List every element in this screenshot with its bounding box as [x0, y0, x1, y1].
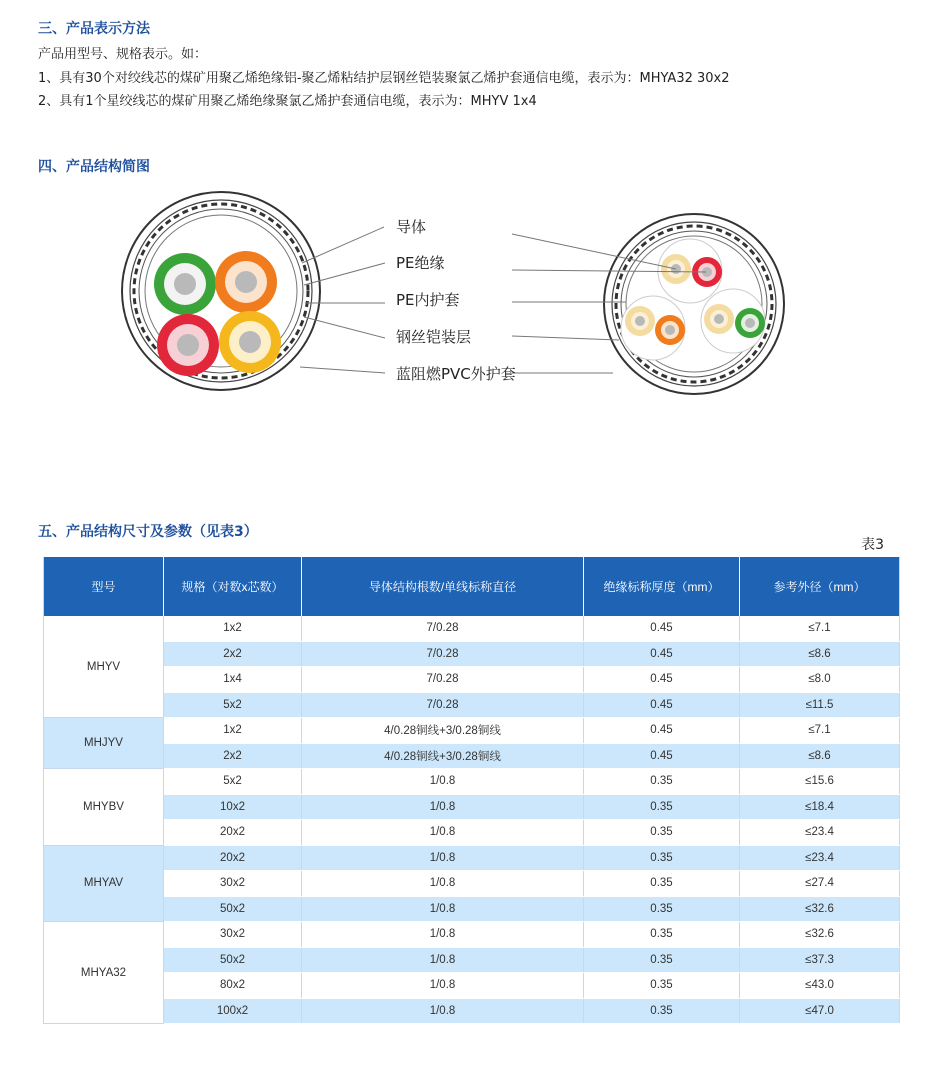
spec-cell: 50x2 — [164, 896, 302, 922]
core-orange — [215, 251, 277, 313]
spec-cell: 5x2 — [164, 769, 302, 795]
spec-cell: 30x2 — [164, 871, 302, 897]
spec-cell: 5x2 — [164, 692, 302, 718]
spec-cell: 1x4 — [164, 667, 302, 693]
conductor-cell: 4/0.28铜线+3/0.28铜线 — [302, 718, 584, 744]
conductor-cell: 1/0.8 — [302, 871, 584, 897]
diameter-cell: ≤7.1 — [740, 718, 900, 744]
diameter-cell: ≤7.1 — [740, 616, 900, 641]
pair-core-green — [735, 308, 765, 338]
table-row — [44, 998, 900, 1024]
insulation-cell: 0.35 — [584, 794, 740, 820]
table-row — [44, 616, 900, 641]
core-red — [157, 314, 219, 376]
header-model: 型号 — [44, 557, 164, 616]
diameter-cell: ≤43.0 — [740, 973, 900, 999]
diameter-cell: ≤8.6 — [740, 641, 900, 667]
cable-structure-diagram — [0, 190, 940, 430]
spec-cell: 1x2 — [164, 616, 302, 641]
section3-example-1: 1、具有30个对绞线芯的煤矿用聚乙烯绝缘铝-聚乙烯粘结护层钢丝铠装聚氯乙烯护套通信电缆，表示为：MHYA32 30x2 — [38, 71, 730, 86]
diameter-cell: ≤18.4 — [740, 794, 900, 820]
table-row — [44, 718, 900, 744]
table-row — [44, 769, 900, 795]
section3-title: 三、产品表示方法 — [38, 21, 150, 37]
table-row — [44, 973, 900, 999]
section5-title: 五、产品结构尺寸及参数（见表3） — [38, 524, 258, 540]
table-row — [44, 667, 900, 693]
diameter-cell: ≤11.5 — [740, 692, 900, 718]
table-row — [44, 845, 900, 871]
pair-core-cream-2 — [625, 306, 655, 336]
table-row — [44, 743, 900, 769]
spec-cell: 50x2 — [164, 947, 302, 973]
diameter-cell: ≤15.6 — [740, 769, 900, 795]
header-spec: 规格（对数x芯数） — [164, 557, 302, 616]
label-pvc-outer-sheath: 蓝阻燃PVC外护套 — [396, 365, 516, 383]
conductor-cell: 1/0.8 — [302, 947, 584, 973]
table-row — [44, 896, 900, 922]
core-yellow — [219, 311, 281, 373]
diameter-cell: ≤27.4 — [740, 871, 900, 897]
table-row — [44, 641, 900, 667]
insulation-cell: 0.45 — [584, 616, 740, 641]
conductor-cell: 1/0.8 — [302, 973, 584, 999]
table-caption: 表3 — [861, 537, 884, 553]
table-body — [44, 616, 900, 1024]
spec-cell: 2x2 — [164, 641, 302, 667]
model-cell: MHYA32 — [44, 922, 164, 1024]
insulation-cell: 0.45 — [584, 667, 740, 693]
label-conductor: 导体 — [396, 218, 427, 236]
diameter-cell: ≤8.6 — [740, 743, 900, 769]
spec-cell: 80x2 — [164, 973, 302, 999]
right-cable-cross-section — [604, 214, 784, 394]
pair-core-orange — [655, 315, 685, 345]
spec-cell: 2x2 — [164, 743, 302, 769]
conductor-cell: 1/0.8 — [302, 794, 584, 820]
insulation-cell: 0.35 — [584, 998, 740, 1024]
diameter-cell: ≤37.3 — [740, 947, 900, 973]
spec-cell: 30x2 — [164, 922, 302, 948]
header-conductor: 导体结构根数/单线标称直径 — [302, 557, 584, 616]
diameter-cell: ≤8.0 — [740, 667, 900, 693]
conductor-cell: 1/0.8 — [302, 769, 584, 795]
insulation-cell: 0.35 — [584, 922, 740, 948]
diameter-cell: ≤47.0 — [740, 998, 900, 1024]
conductor-cell: 7/0.28 — [302, 692, 584, 718]
insulation-cell: 0.35 — [584, 896, 740, 922]
diameter-cell: ≤32.6 — [740, 896, 900, 922]
diameter-cell: ≤23.4 — [740, 820, 900, 846]
table-row — [44, 871, 900, 897]
conductor-cell: 7/0.28 — [302, 641, 584, 667]
label-pe-inner-sheath: PE内护套 — [396, 291, 460, 309]
insulation-cell: 0.45 — [584, 641, 740, 667]
model-cell: MHYBV — [44, 769, 164, 846]
insulation-cell: 0.35 — [584, 871, 740, 897]
table-row — [44, 947, 900, 973]
insulation-cell: 0.45 — [584, 692, 740, 718]
label-pe-insulation: PE绝缘 — [396, 254, 445, 272]
spec-cell: 20x2 — [164, 845, 302, 871]
label-steel-wire-armour: 钢丝铠装层 — [396, 328, 472, 346]
table-header-row — [44, 557, 900, 616]
section3-intro: 产品用型号、规格表示。如： — [38, 47, 208, 62]
conductor-cell: 7/0.28 — [302, 667, 584, 693]
conductor-cell: 1/0.8 — [302, 896, 584, 922]
spec-cell: 1x2 — [164, 718, 302, 744]
insulation-cell: 0.45 — [584, 743, 740, 769]
conductor-cell: 1/0.8 — [302, 922, 584, 948]
conductor-cell: 1/0.8 — [302, 845, 584, 871]
insulation-cell: 0.35 — [584, 947, 740, 973]
table-row — [44, 922, 900, 948]
diameter-cell: ≤23.4 — [740, 845, 900, 871]
table-row — [44, 692, 900, 718]
insulation-cell: 0.35 — [584, 845, 740, 871]
conductor-cell: 1/0.8 — [302, 998, 584, 1024]
section3-example-2: 2、具有1个星绞线芯的煤矿用聚乙烯绝缘聚氯乙烯护套通信电缆，表示为：MHYV 1x4 — [38, 94, 537, 109]
insulation-cell: 0.35 — [584, 820, 740, 846]
model-cell: MHJYV — [44, 718, 164, 769]
core-green — [154, 253, 216, 315]
insulation-cell: 0.45 — [584, 718, 740, 744]
conductor-cell: 4/0.28铜线+3/0.28铜线 — [302, 743, 584, 769]
conductor-cell: 7/0.28 — [302, 616, 584, 641]
left-cable-cross-section — [122, 192, 320, 390]
header-diameter: 参考外径（mm） — [740, 557, 900, 616]
model-cell: MHYAV — [44, 845, 164, 922]
spec-cell: 100x2 — [164, 998, 302, 1024]
spec-cell: 20x2 — [164, 820, 302, 846]
model-cell: MHYV — [44, 616, 164, 718]
conductor-cell: 1/0.8 — [302, 820, 584, 846]
table-row — [44, 820, 900, 846]
spec-cell: 10x2 — [164, 794, 302, 820]
spec-table — [43, 557, 900, 1024]
pair-core-cream-3 — [704, 304, 734, 334]
diameter-cell: ≤32.6 — [740, 922, 900, 948]
insulation-cell: 0.35 — [584, 973, 740, 999]
table-row — [44, 794, 900, 820]
section4-title: 四、产品结构简图 — [38, 159, 150, 175]
insulation-cell: 0.35 — [584, 769, 740, 795]
header-insulation: 绝缘标称厚度（mm） — [584, 557, 740, 616]
